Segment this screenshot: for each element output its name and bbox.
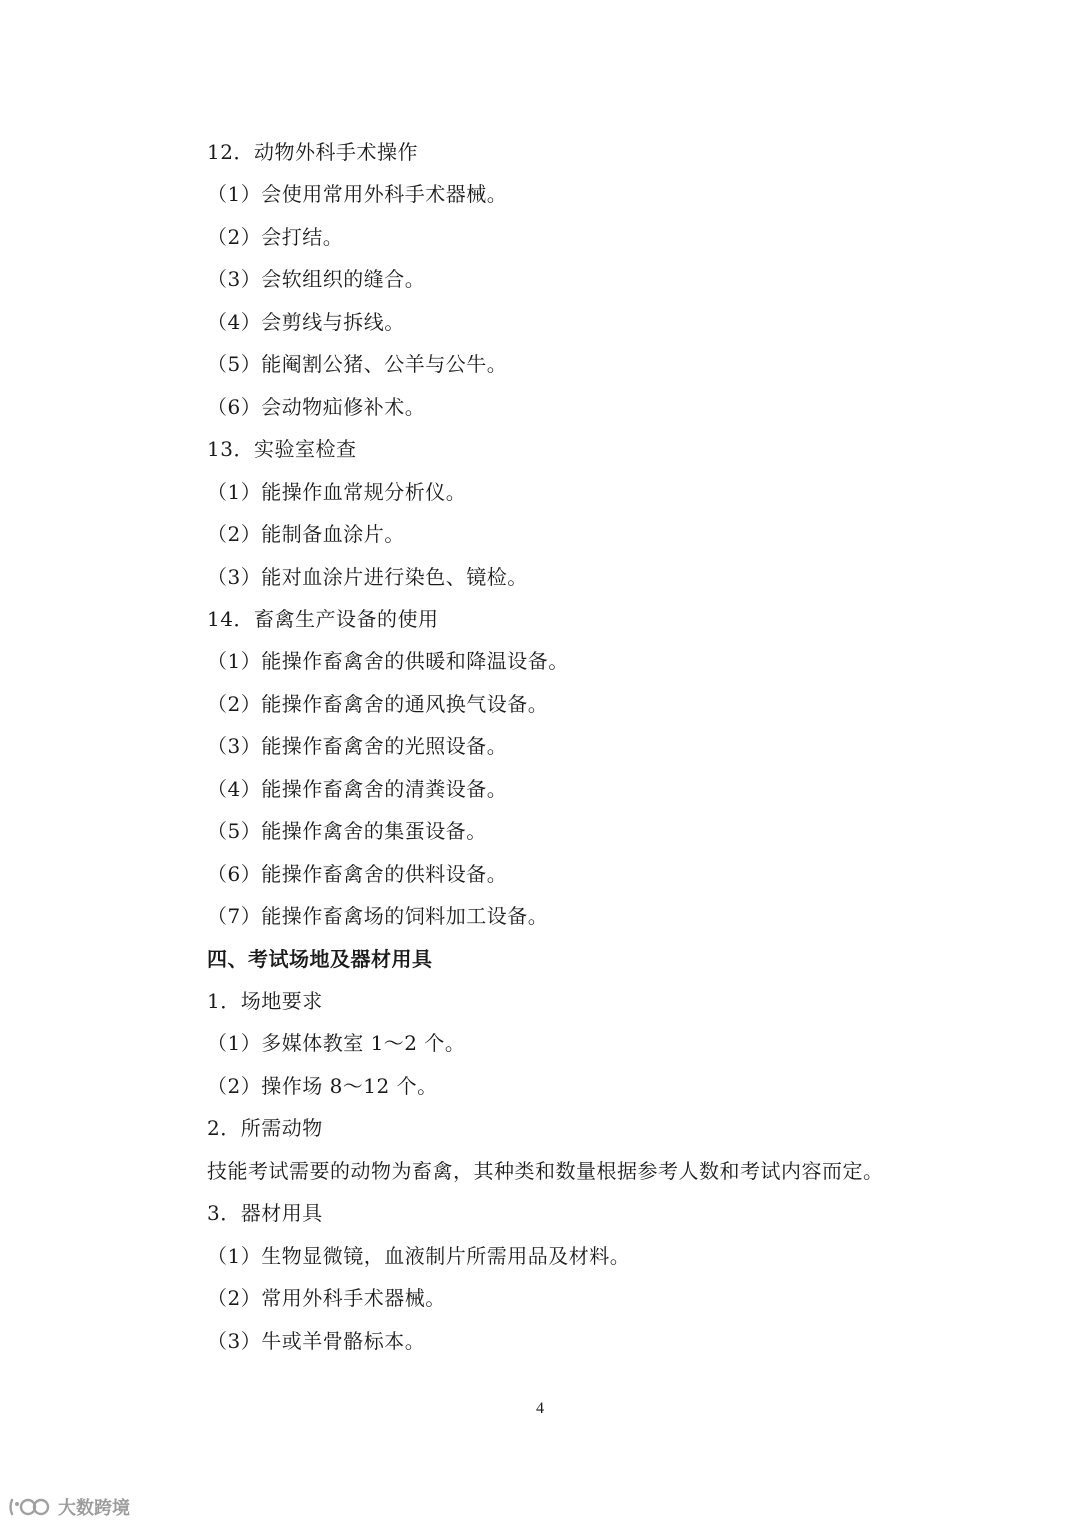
text-line: （6）能操作畜禽舍的供料设备。: [207, 861, 508, 886]
section-heading: 四、考试场地及器材用具: [207, 946, 433, 971]
text-line: （4）会剪线与拆线。: [207, 309, 405, 334]
text-line: （1）会使用常用外科手术器械。: [207, 182, 508, 207]
text-line: （2）能操作畜禽舍的通风换气设备。: [207, 691, 549, 716]
text-line: （3）会软组织的缝合。: [207, 267, 426, 292]
text-line: 14．畜禽生产设备的使用: [207, 606, 439, 631]
text-line: （2）操作场 8～12 个。: [207, 1073, 438, 1098]
text-line: （5）能操作禽舍的集蛋设备。: [207, 819, 487, 844]
text-line: （7）能操作畜禽场的饲料加工设备。: [207, 904, 549, 929]
text-line: （3）能对血涂片进行染色、镜检。: [207, 564, 528, 589]
text-line: （6）会动物疝修补术。: [207, 394, 426, 419]
text-line: 3．器材用具: [207, 1201, 323, 1226]
text-line: （2）能制备血涂片。: [207, 522, 405, 547]
watermark: [8, 1494, 130, 1520]
text-line: （2）常用外科手术器械。: [207, 1286, 446, 1311]
text-line: 13．实验室检查: [207, 437, 357, 462]
text-line: （1）生物显微镜，血液制片所需用品及材料。: [207, 1243, 631, 1268]
text-line: 12．动物外科手术操作: [207, 140, 418, 164]
logo-icon: [8, 1496, 52, 1518]
page-number: 4: [536, 1400, 544, 1417]
text-line: 技能考试需要的动物为畜禽，其种类和数量根据参考人数和考试内容而定。: [207, 1158, 884, 1183]
text-line: （2）会打结。: [207, 224, 344, 249]
text-line: （3）牛或羊骨骼标本。: [207, 1328, 426, 1353]
watermark-text: 大数跨境: [58, 1498, 130, 1519]
text-line: （3）能操作畜禽舍的光照设备。: [207, 734, 508, 759]
text-line: 2．所需动物: [207, 1116, 323, 1141]
text-line: 1．场地要求: [207, 989, 323, 1013]
text-line: （1）能操作畜禽舍的供暖和降温设备。: [207, 649, 569, 674]
text-line: （1）能操作血常规分析仪。: [207, 479, 467, 504]
text-line: （5）能阉割公猪、公羊与公牛。: [207, 352, 508, 377]
text-line: （1）多媒体教室 1～2 个。: [207, 1031, 466, 1056]
text-line: （4）能操作畜禽舍的清粪设备。: [207, 776, 508, 801]
